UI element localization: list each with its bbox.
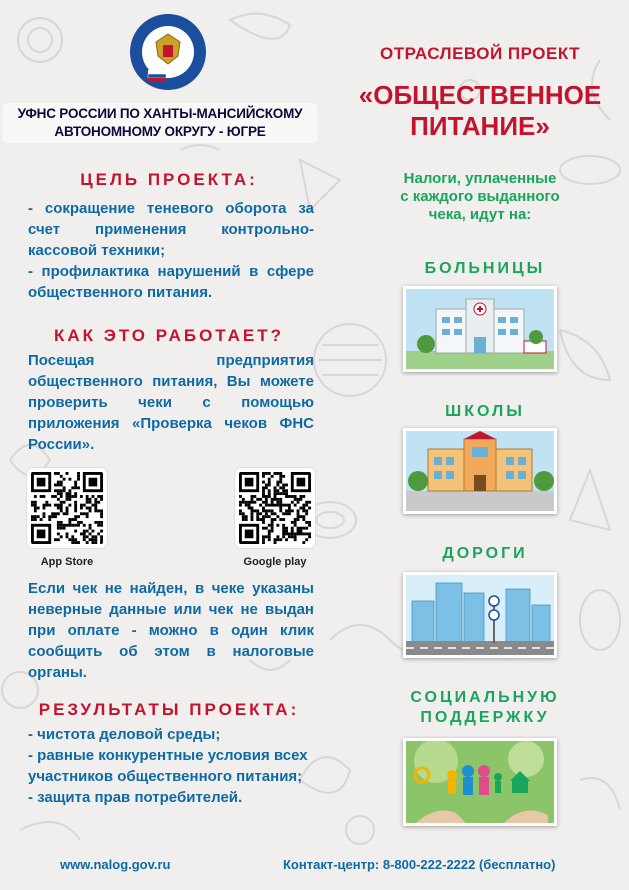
app-store-qr-code[interactable] <box>27 468 107 548</box>
schools-heading: ШКОЛЫ <box>445 403 525 420</box>
taxes-intro-line-3: чека, идут на: <box>428 206 532 223</box>
results-heading: РЕЗУЛЬТАТЫ ПРОЕКТА: <box>38 700 300 719</box>
goal-item: - профилактика нарушений в сфере общественного питания. <box>28 263 314 301</box>
organization-name <box>3 103 317 143</box>
project-title <box>330 80 629 142</box>
roads-heading: ДОРОГИ <box>442 545 528 562</box>
how-it-works-text: Посещая предприятия общественного питания, Вы можете проверить чеки с помощью приложения «Проверка чеков ФНС России». <box>28 352 314 453</box>
website-link[interactable]: www.nalog.gov.ru <box>60 857 171 872</box>
results-item: - равные конкурентные условия всех участников общественного питания; <box>28 747 308 785</box>
social-support-heading-line-2: ПОДДЕРЖКУ <box>420 709 550 726</box>
schools-picture <box>403 428 557 514</box>
google-play-qr-code[interactable] <box>235 468 315 548</box>
social-support-picture <box>403 738 557 826</box>
taxes-intro-line-2: с каждого выданного <box>400 188 560 205</box>
hospitals-heading: БОЛЬНИЦЫ <box>424 260 546 277</box>
contact-center: Контакт-центр: 8-800-222-2222 (бесплатно) <box>283 857 556 872</box>
report-text: Если чек не найден, в чеке указаны неверные данные или чек не выдан при оплате - можно в один клик сообщить об этом в налоговые органы. <box>28 580 314 681</box>
organization-name-line-2: АВТОНОМНОМУ ОКРУГУ - ЮГРЕ <box>54 124 266 139</box>
taxes-intro <box>350 170 610 224</box>
social-support-heading-line-1: СОЦИАЛЬНУЮ <box>410 689 560 706</box>
app-store-label: App Store <box>40 556 94 568</box>
google-play-label: Google play <box>243 556 307 568</box>
results-item: - защита прав потребителей. <box>28 789 243 806</box>
hospitals-picture <box>403 286 557 372</box>
fns-emblem-logo <box>128 12 208 92</box>
organization-name-line-1: УФНС РОССИИ ПО ХАНТЫ-МАНСИЙСКОМУ <box>17 106 303 121</box>
taxes-intro-line-1: Налоги, уплаченные <box>403 170 557 187</box>
project-title-line-1: «ОБЩЕСТВЕННОЕ <box>358 80 602 110</box>
roads-picture <box>403 572 557 658</box>
goal-heading: ЦЕЛЬ ПРОЕКТА: <box>80 170 258 189</box>
results-list <box>28 724 318 808</box>
goal-list <box>28 198 314 303</box>
how-it-works-heading: КАК ЭТО РАБОТАЕТ? <box>53 326 284 345</box>
social-support-heading <box>360 688 610 728</box>
project-label: ОТРАСЛЕВОЙ ПРОЕКТ <box>379 44 581 63</box>
goal-item: - сокращение теневого оборота за счет применения контрольно- кассовой техники; <box>28 200 314 259</box>
project-title-line-2: ПИТАНИЕ» <box>410 111 550 141</box>
results-item: - чистота деловой среды; <box>28 726 221 743</box>
